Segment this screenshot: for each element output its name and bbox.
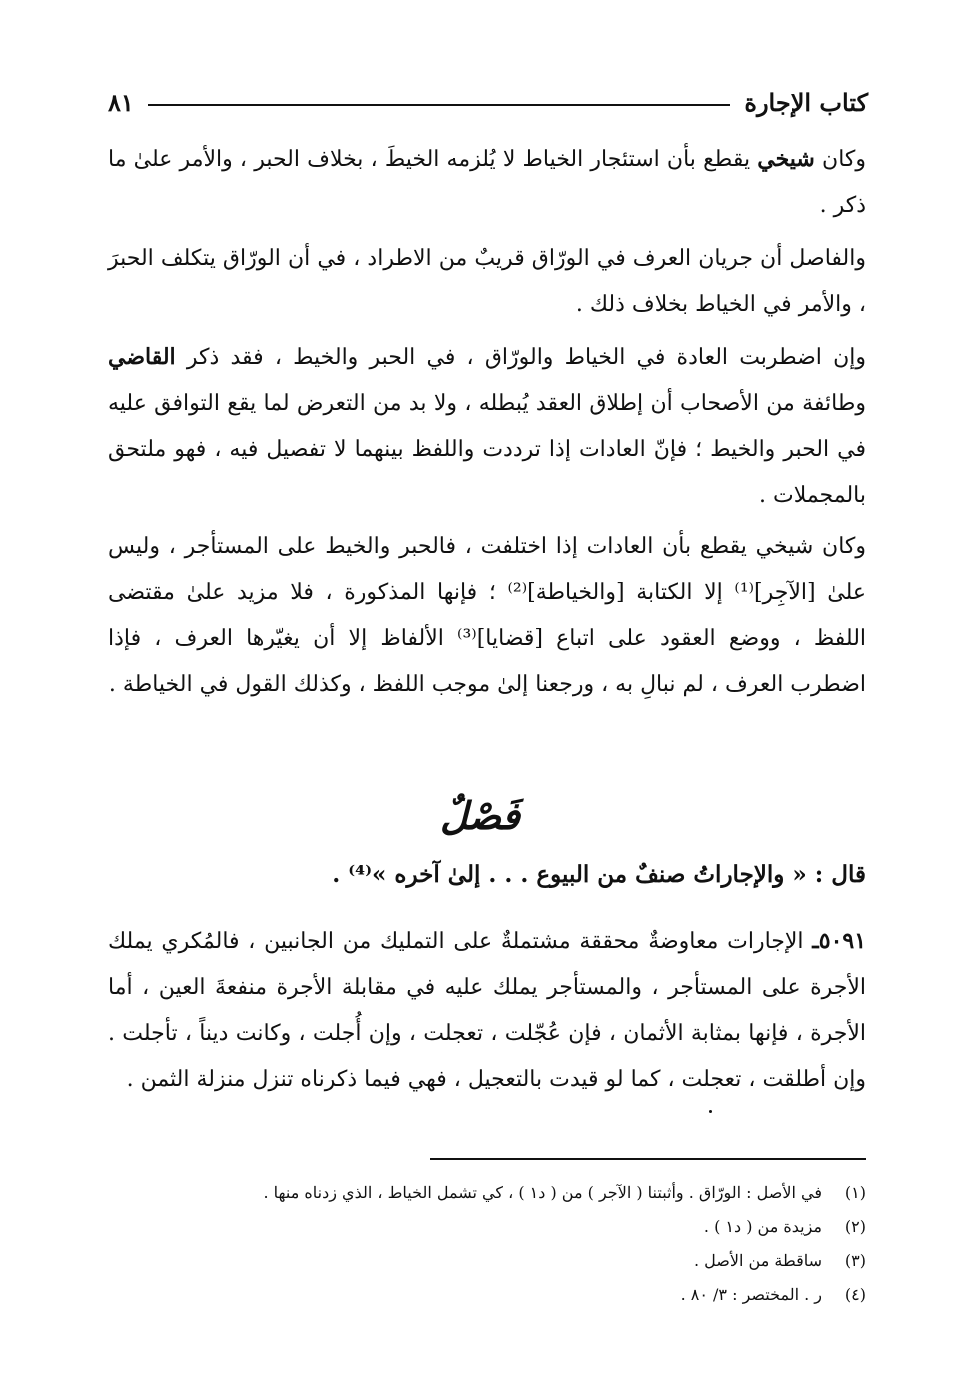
footnote-number: (١) (844, 1183, 866, 1202)
chapter-title: كتاب الإجارة (744, 87, 868, 117)
footnote-text: ساقطة من الأصل . (694, 1251, 822, 1270)
paragraph-1 (108, 136, 866, 229)
paragraph-4 (108, 524, 866, 708)
footnote-number: (٣) (844, 1251, 866, 1270)
running-header (108, 82, 868, 122)
text-run: وكان شيخي يقطع بأن العادات إذا اختلفت ، فالحبر والخيط على المستأجر ، وليس علىٰ [الآجِر]⁽¹⁾ إلا الكتابة [والخياطة]⁽²⁾ ؛ فإنها المذكورة ، فلا مزيد علىٰ مقتضى اللفظ ، ووضع العقود على اتباع [قضايا]⁽³⁾ الألفاظ إلا أن يغيّرها العرف ، فإذا اضطرب العرف ، لم نبالِ به ، ورجعنا إلىٰ موجب اللفظ ، وكذلك القول في الخياطة . (108, 534, 867, 697)
bold-name: القاضي (108, 344, 176, 370)
footnote-4 (108, 1278, 866, 1312)
paragraph-3 (108, 334, 866, 519)
text-run: يقطع بأن استئجار الخياط لا يُلزمه الخيطَ ، بخلاف الحبر ، والأمر علىٰ ما ذكر . (108, 147, 866, 218)
footnote-3 (108, 1244, 866, 1278)
quoted-text-line: قال : « والإجاراتُ صنفٌ من البيوع . . . إلىٰ آخره »⁽⁴⁾ . (332, 861, 866, 888)
footnote-number: (٢) (844, 1217, 866, 1236)
paragraph-5091 (108, 918, 866, 1103)
paragraph-2 (108, 236, 866, 328)
footnotes (108, 1176, 866, 1312)
text-run: والفاصل أن جريان العرف في الورّاق قريبٌ من الاطراد ، في أن الورّاق يتكلف الحبرَ ، والأمر في الخياط بخلاف ذلك . (108, 246, 866, 317)
section-ornament (400, 782, 560, 848)
paragraph-text: الإجارات معاوضةٌ محققة مشتملةٌ على التمليك من الجانبين ، فالمُكري يملك الأجرة على المستأجر ، والمستأجر يملك عليه في مقابلة الأجرة منفعةَ العين ، أما الأجرة ، فإنها بمثابة الأثمان ، فإن عُجّلت ، تعجلت ، وإن أُجلت ، وكانت ديناً ، تأجلت . وإن أطلقت ، تعجلت ، كما لو قيدت بالتعجيل ، فهي فيما ذكرناه تنزل منزلة الثمن . (108, 929, 866, 1092)
header-rule (148, 104, 731, 106)
footnote-1 (108, 1176, 866, 1210)
paragraph-number: ٥٠٩١ـ (812, 928, 867, 954)
text-run: وكان (814, 147, 866, 172)
text-run: وإن اضطربت العادة في الخياط والورّاق ، في الحبر والخيط ، فقد ذكر (175, 345, 866, 370)
footnote-rule (430, 1158, 866, 1160)
footnote-text: في الأصل : الورّاق . وأثبتنا ( الآجر ) من ( د١ ) ، كي تشمل الخياط ، الذي زدناه منها . (263, 1183, 822, 1202)
page-number: ٨١ (108, 87, 134, 117)
text-run: وطائفة من الأصحاب أن إطلاق العقد يُبطله ، ولا بد من التعرض لما يقع التوافق عليه في الحبر والخيط ؛ فإنّ العادات إذا ترددت واللفظ بينهما لا تفصيل فيه ، فهو ملتحق بالمجملات . (108, 391, 866, 508)
bold-name: شيخي (757, 146, 815, 172)
section-heading: فَصْلٌ (440, 792, 520, 838)
footnote-text: مزيدة من ( د١ ) . (703, 1217, 822, 1236)
footnote-number: (٤) (844, 1285, 866, 1304)
footnote-text: ر . المختصر : ٣/ ٨٠ . (680, 1285, 822, 1304)
stray-dot (709, 1110, 712, 1113)
footnote-2 (108, 1210, 866, 1244)
